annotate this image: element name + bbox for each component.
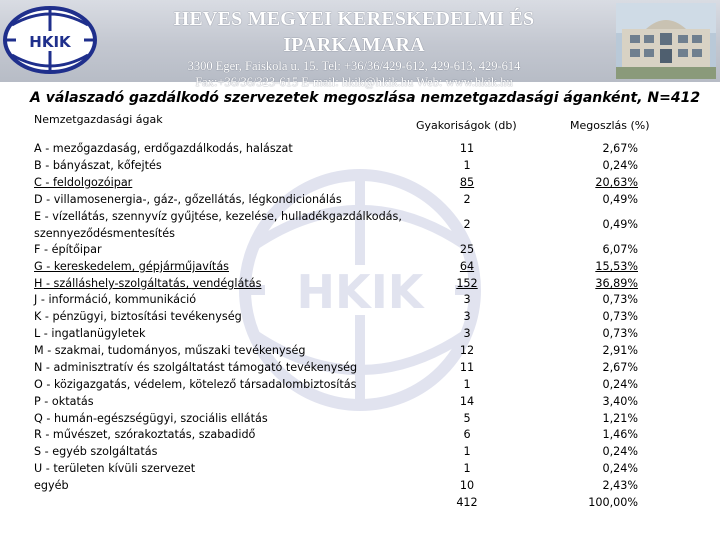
row-category: Q - humán-egészségügyi, szociális ellátás xyxy=(34,412,268,425)
chamber-title: HEVES MEGYEI KERESKEDELMI ÉS IPARKAMARA xyxy=(173,8,535,56)
table-row xyxy=(34,275,674,292)
row-category: E - vízellátás, szennyvíz gyűjtése, kezelése, hulladékgazdálkodás, szennyeződésmentesítés xyxy=(34,210,402,240)
row-share: 1,46% xyxy=(602,428,638,441)
row-share: 2,43% xyxy=(602,479,638,492)
row-category: D - villamosenergia-, gáz-, gőzellátás, légkondicionálás xyxy=(34,193,342,206)
hkik-logo-icon xyxy=(2,5,98,75)
row-count: 2 xyxy=(463,218,471,231)
row-category: L - ingatlanügyletek xyxy=(34,327,146,340)
table-row xyxy=(34,308,674,325)
row-count: 5 xyxy=(463,412,471,425)
total-share: 100,00% xyxy=(588,496,638,509)
row-share: 2,91% xyxy=(602,344,638,357)
row-share: 0,49% xyxy=(602,218,638,231)
row-count: 3 xyxy=(463,310,471,323)
table-row xyxy=(34,426,674,443)
row-count: 25 xyxy=(459,243,475,256)
row-share: 0,24% xyxy=(602,445,638,458)
row-share: 2,67% xyxy=(602,142,638,155)
row-category: B - bányászat, kőfejtés xyxy=(34,159,162,172)
header-banner xyxy=(0,0,720,89)
table-row xyxy=(34,241,674,258)
row-count: 152 xyxy=(456,277,478,290)
row-category: M - szakmai, tudományos, műszaki tevékenység xyxy=(34,344,306,357)
row-count: 1 xyxy=(463,378,471,391)
table-row xyxy=(34,393,674,410)
table-row xyxy=(34,410,674,427)
row-category: H - szálláshely-szolgáltatás, vendéglátás xyxy=(34,277,262,290)
table-row xyxy=(34,258,674,275)
table-row xyxy=(34,291,674,308)
row-category: K - pénzügyi, biztosítási tevékenység xyxy=(34,310,242,323)
row-count: 11 xyxy=(459,361,475,374)
total-row xyxy=(34,496,674,513)
row-count: 11 xyxy=(459,142,475,155)
total-count: 412 xyxy=(456,496,478,509)
table-row xyxy=(34,174,674,191)
column-header-share: Megoszlás (%) xyxy=(570,119,650,132)
table-row xyxy=(34,140,674,157)
table-row xyxy=(34,208,674,242)
row-share: 0,24% xyxy=(602,462,638,475)
row-category: G - kereskedelem, gépjárműjavítás xyxy=(34,260,229,273)
row-count: 85 xyxy=(459,176,475,189)
row-category: C - feldolgozóipar xyxy=(34,176,133,189)
row-category: U - területen kívüli szervezet xyxy=(34,462,196,475)
row-category: R - művészet, szórakoztatás, szabadidő xyxy=(34,428,256,441)
row-category: egyéb xyxy=(34,479,69,492)
row-share: 20,63% xyxy=(595,176,638,189)
row-category: A - mezőgazdaság, erdőgazdálkodás, halászat xyxy=(34,142,293,155)
row-count: 1 xyxy=(463,462,471,475)
row-category: P - oktatás xyxy=(34,395,94,408)
table-row xyxy=(34,325,674,342)
row-share: 0,73% xyxy=(602,310,638,323)
row-category: O - közigazgatás, védelem, kötelező társadalombiztosítás xyxy=(34,378,357,391)
row-share: 0,24% xyxy=(602,378,638,391)
row-share: 15,53% xyxy=(595,260,638,273)
chamber-address: 3300 Eger, Faiskola u. 15. Tel: +36/36/429-612, 429-613, 429-614 xyxy=(187,59,521,73)
row-share: 0,49% xyxy=(602,193,638,206)
row-count: 3 xyxy=(463,293,471,306)
column-header-count: Gyakoriságok (db) xyxy=(416,119,517,132)
row-count: 3 xyxy=(463,327,471,340)
table-row xyxy=(34,191,674,208)
header-text xyxy=(104,6,604,90)
row-share: 2,67% xyxy=(602,361,638,374)
row-share: 36,89% xyxy=(595,277,638,290)
row-count: 1 xyxy=(463,445,471,458)
row-count: 14 xyxy=(459,395,475,408)
row-share: 0,73% xyxy=(602,327,638,340)
row-count: 64 xyxy=(459,260,475,273)
row-share: 0,24% xyxy=(602,159,638,172)
table-row xyxy=(34,342,674,359)
table-row xyxy=(34,477,674,494)
row-count: 10 xyxy=(459,479,475,492)
row-count: 2 xyxy=(463,193,471,206)
table-row xyxy=(34,359,674,376)
row-category: S - egyéb szolgáltatás xyxy=(34,445,158,458)
logo-text: HKIK xyxy=(29,33,71,51)
row-share: 3,40% xyxy=(602,395,638,408)
chamber-contact: Fax:+36/36/323-615 E-mail: hkik@hkik.hu Web: www.hkik.hu xyxy=(195,75,513,89)
row-count: 12 xyxy=(459,344,475,357)
table-heading: A válaszadó gazdálkodó szervezetek megoszlása nemzetgazdasági áganként, N=412 xyxy=(30,90,701,106)
table-row xyxy=(34,157,674,174)
row-count: 6 xyxy=(463,428,471,441)
row-share: 6,07% xyxy=(602,243,638,256)
table-row xyxy=(34,443,674,460)
building-photo xyxy=(616,3,716,79)
table-row xyxy=(34,460,674,477)
column-header-category: Nemzetgazdasági ágak xyxy=(34,113,163,126)
watermark-text: HKIK xyxy=(296,265,424,319)
row-category: N - adminisztratív és szolgáltatást támogató tevékenység xyxy=(34,361,358,374)
row-share: 0,73% xyxy=(602,293,638,306)
row-category: J - információ, kommunikáció xyxy=(34,293,197,306)
table-row xyxy=(34,376,674,393)
row-share: 1,21% xyxy=(602,412,638,425)
row-category: F - építőipar xyxy=(34,243,102,256)
row-count: 1 xyxy=(463,159,471,172)
